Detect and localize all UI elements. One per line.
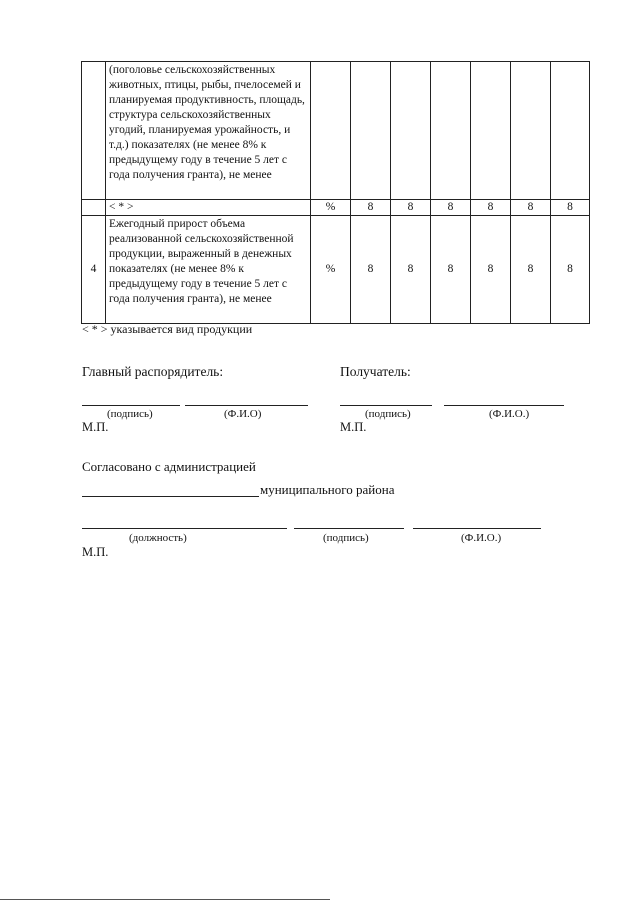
value-cell <box>351 62 391 200</box>
value-cell: 8 <box>431 216 471 324</box>
table-row <box>82 62 590 200</box>
name-line <box>444 405 564 406</box>
name-line <box>413 528 541 529</box>
indicator-description: (поголовье сельскохозяйственных животных, птицы, рыбы, пчелосемей и планируемая продуктивность, площадь, структура сельскохозяйственных угодий, планируемая урожайность, и т.д.) показателях (не менее 8% к предыдущему году в течение 5 лет с года получения гранта), не менее <box>106 62 311 200</box>
value-cell <box>471 62 511 200</box>
unit-cell: % <box>311 200 351 216</box>
stamp-place-right: М.П. <box>340 420 367 434</box>
recipient-title: Получатель: <box>340 364 411 379</box>
name-caption: (Ф.И.О) <box>224 408 262 420</box>
value-cell: 8 <box>391 216 431 324</box>
signature-caption: (подпись) <box>365 408 411 420</box>
signature-caption: (подпись) <box>107 408 153 420</box>
footnote: < * > указывается вид продукции <box>82 322 253 336</box>
chief-administrator-title: Главный распорядитель: <box>82 364 224 379</box>
signature-line <box>82 405 180 406</box>
position-caption: (должность) <box>129 532 187 544</box>
unit-cell: % <box>311 216 351 324</box>
indicators-table <box>81 61 590 324</box>
signature-line <box>294 528 404 529</box>
stamp-place-left: М.П. <box>82 420 109 434</box>
row-number: 4 <box>82 216 106 324</box>
value-cell <box>391 62 431 200</box>
value-cell <box>511 62 551 200</box>
district-suffix: муниципального района <box>260 482 395 497</box>
agreement-title: Согласовано с администрацией <box>82 459 256 474</box>
value-cell: 8 <box>471 200 511 216</box>
value-cell: 8 <box>511 216 551 324</box>
value-cell <box>551 62 590 200</box>
name-caption: (Ф.И.О.) <box>461 532 502 544</box>
value-cell: 8 <box>351 200 391 216</box>
row-number <box>82 62 106 200</box>
value-cell: 8 <box>391 200 431 216</box>
indicator-description: Ежегодный прирост объема реализованной сельскохозяйственной продукции, выраженный в денежных показателях (не менее 8% к предыдущему году в течение 5 лет с года получения гранта), не менее <box>106 216 311 324</box>
district-name-line <box>82 496 259 497</box>
value-cell: 8 <box>551 216 590 324</box>
name-caption: (Ф.И.О.) <box>489 408 530 420</box>
signature-line <box>340 405 432 406</box>
value-cell: 8 <box>551 200 590 216</box>
value-cell: 8 <box>471 216 511 324</box>
page-edge-line <box>0 899 330 900</box>
unit-cell <box>311 62 351 200</box>
signature-caption: (подпись) <box>323 532 369 544</box>
row-number <box>82 200 106 216</box>
product-type-placeholder: < * > <box>106 200 311 216</box>
value-cell <box>431 62 471 200</box>
value-cell: 8 <box>351 216 391 324</box>
table-row <box>82 216 590 324</box>
name-line <box>185 405 308 406</box>
table-row <box>82 200 590 216</box>
stamp-place: М.П. <box>82 545 109 559</box>
position-line <box>82 528 287 529</box>
value-cell: 8 <box>511 200 551 216</box>
value-cell: 8 <box>431 200 471 216</box>
